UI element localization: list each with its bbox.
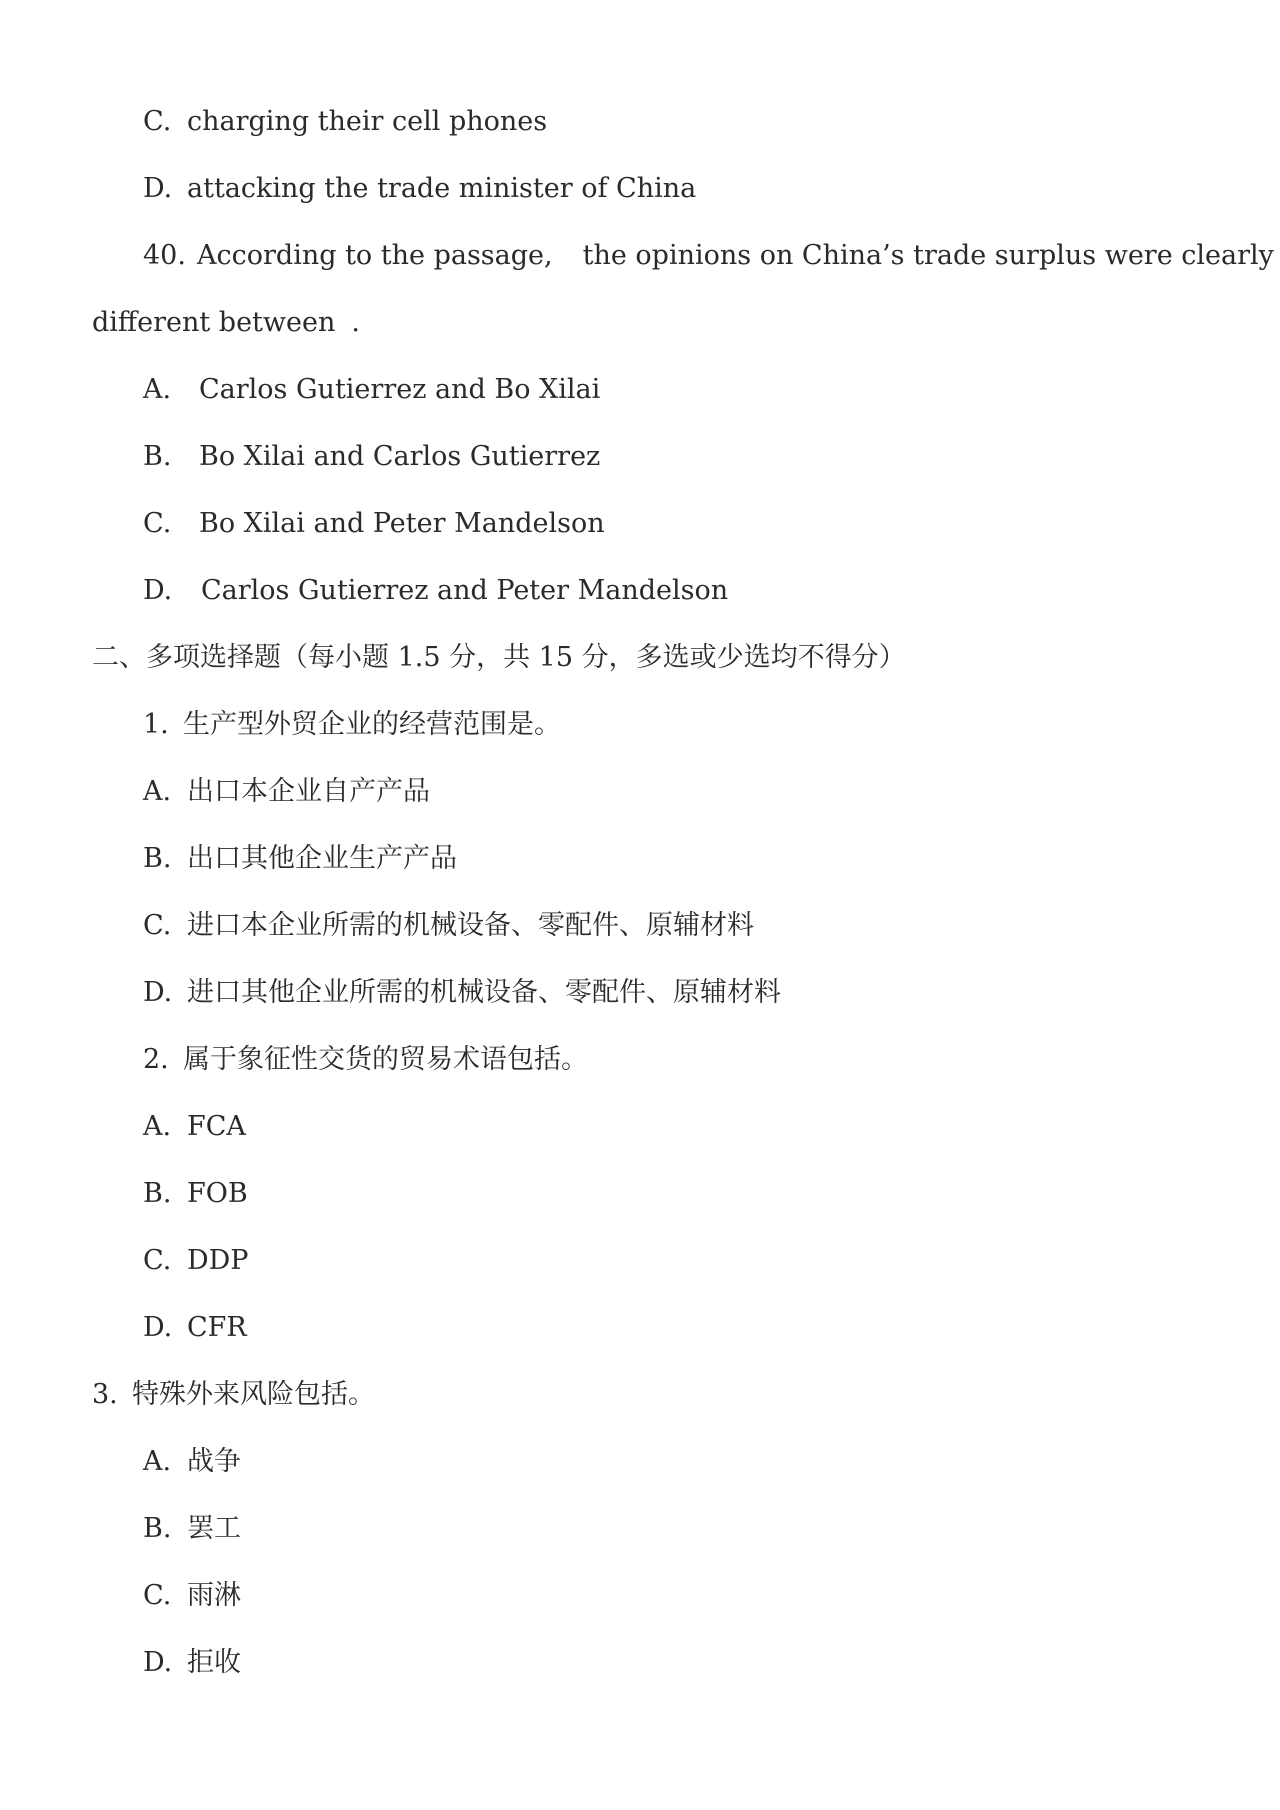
q40-option-b	[143, 437, 600, 477]
q40-option-d	[143, 571, 728, 611]
option-mark: B.	[143, 1178, 172, 1209]
option-mark: C.	[143, 1580, 172, 1611]
option-text: Bo Xilai and Peter Mandelson	[199, 508, 605, 539]
option-text: DDP	[187, 1245, 249, 1276]
option-text: 罢工	[187, 1513, 241, 1544]
mq1-option-a	[143, 772, 430, 812]
q39-option-d	[143, 169, 696, 209]
option-text: 出口其他企业生产产品	[187, 843, 457, 874]
option-text: 进口本企业所需的机械设备、零配件、原辅材料	[187, 910, 754, 941]
question-stem: 特殊外来风险包括。	[132, 1379, 375, 1410]
mq3-option-b	[143, 1509, 241, 1549]
stem-line2: different between	[92, 307, 336, 338]
option-mark: B.	[143, 1513, 172, 1544]
option-mark: A.	[143, 374, 172, 405]
option-text: Carlos Gutierrez and Bo Xilai	[199, 374, 601, 405]
section-heading: 二、多项选择题（每小题 1.5 分，共 15 分，多选或少选均不得分）	[92, 642, 906, 673]
q40-stem-line1	[143, 236, 1274, 276]
question-stem: 生产型外贸企业的经营范围是。	[183, 709, 561, 740]
mq1-option-d	[143, 973, 781, 1013]
option-text: FCA	[187, 1111, 246, 1142]
stem-part-b: the opinions on China’s trade surplus were clearly	[582, 240, 1274, 271]
option-mark: B.	[143, 441, 172, 472]
option-mark: C.	[143, 910, 172, 941]
mq3-stem	[92, 1375, 375, 1415]
mq2-stem	[143, 1040, 588, 1080]
question-number: 1.	[143, 709, 169, 740]
option-mark: A.	[143, 776, 172, 807]
question-number: 2.	[143, 1044, 169, 1075]
question-stem: 属于象征性交货的贸易术语包括。	[183, 1044, 588, 1075]
mq1-stem	[143, 705, 561, 745]
option-text: FOB	[187, 1178, 248, 1209]
option-mark: D.	[143, 1312, 173, 1343]
option-mark: C.	[143, 106, 172, 137]
option-mark: D.	[143, 173, 173, 204]
option-mark: D.	[143, 977, 173, 1008]
option-text: 雨淋	[187, 1580, 241, 1611]
mq2-option-b	[143, 1174, 248, 1214]
option-mark: B.	[143, 843, 172, 874]
q40-option-a	[143, 370, 600, 410]
option-text: 战争	[187, 1446, 241, 1477]
q39-option-c	[143, 102, 547, 142]
mq3-option-c	[143, 1576, 241, 1616]
q40-option-c	[143, 504, 605, 544]
option-text: Bo Xilai and Carlos Gutierrez	[199, 441, 601, 472]
q40-stem-line2	[92, 303, 360, 343]
mq2-option-c	[143, 1241, 248, 1281]
question-number: 3.	[92, 1379, 118, 1410]
question-number: 40.	[143, 240, 186, 271]
option-text: CFR	[187, 1312, 247, 1343]
mq2-option-a	[143, 1107, 246, 1147]
mq2-option-d	[143, 1308, 247, 1348]
option-text: 出口本企业自产产品	[187, 776, 430, 807]
option-text: Carlos Gutierrez and Peter Mandelson	[201, 575, 729, 606]
option-mark: A.	[143, 1111, 172, 1142]
option-mark: D.	[143, 575, 173, 606]
mq1-option-b	[143, 839, 457, 879]
mq1-option-c	[143, 906, 754, 946]
option-mark: C.	[143, 508, 172, 539]
mq3-option-d	[143, 1643, 241, 1683]
stem-end: .	[351, 307, 360, 338]
option-mark: C.	[143, 1245, 172, 1276]
option-text: attacking the trade minister of China	[187, 173, 697, 204]
option-mark: D.	[143, 1647, 173, 1678]
option-text: charging their cell phones	[187, 106, 548, 137]
option-text: 拒收	[187, 1647, 241, 1678]
option-mark: A.	[143, 1446, 172, 1477]
mq3-option-a	[143, 1442, 241, 1482]
option-text: 进口其他企业所需的机械设备、零配件、原辅材料	[187, 977, 781, 1008]
stem-part-a: According to the passage,	[197, 240, 553, 271]
